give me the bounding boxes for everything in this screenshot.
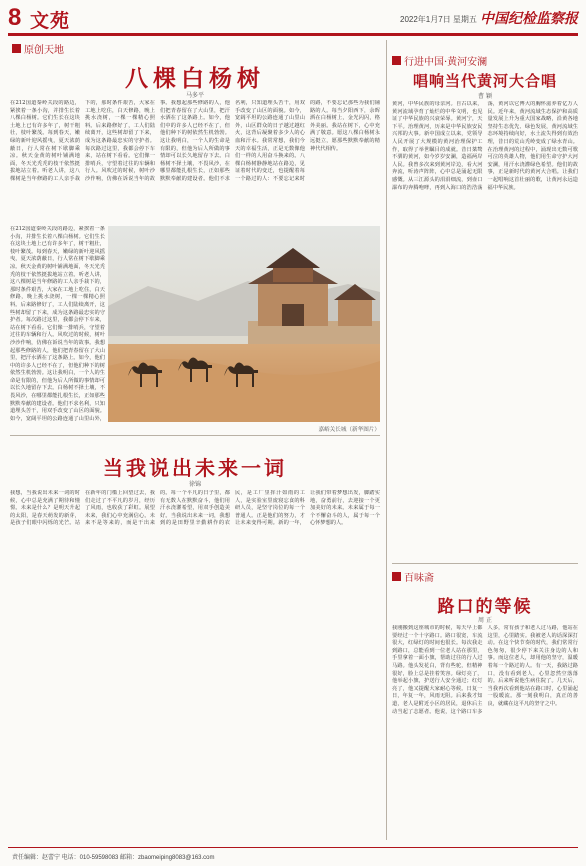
- column-tag: [12, 41, 64, 56]
- newspaper-logo: 中国纪检监察报: [480, 11, 578, 27]
- jiayuguan-illustration: [108, 226, 380, 422]
- footer-rule: [8, 847, 578, 848]
- photo-caption: 嘉峪关长城（新华图片）: [318, 427, 380, 433]
- column-divider: [386, 40, 387, 840]
- section-title: 文苑: [30, 10, 71, 32]
- article2-title: 当我说出未来一词: [103, 456, 287, 480]
- tag-square-icon: [392, 572, 401, 581]
- article3-title: 唱响当代黄河大合唱: [412, 72, 557, 90]
- tag-square-icon: [12, 44, 21, 53]
- footer-info: 责任编辑：赵蕾宁 电话：010-59598083 邮箱：zbaomeiping8083@163.com: [12, 855, 215, 861]
- article2-byline: 徐锦: [188, 481, 201, 488]
- article3-tag: [392, 53, 487, 68]
- masthead: [0, 0, 586, 40]
- page-number: 8: [8, 4, 22, 31]
- article4-title: 路口的等候: [437, 597, 533, 617]
- masthead-rule: [8, 33, 578, 36]
- article1-title: 八棵白杨树: [125, 65, 265, 92]
- column-tag-label: 原创天地: [24, 45, 64, 56]
- article3-byline: 曹 颖: [478, 93, 492, 100]
- article4-tag: [392, 569, 434, 584]
- article-divider: [10, 435, 380, 436]
- article3-tag-label: 行进中国·黄河安澜: [404, 57, 488, 68]
- article1-body-continued: 在212国道秦岭关段的路边，紧挨着一条小沟，并排生长着八棵白杨树。它们生长在这块土地上已有许多年了，树干粗壮，枝叶繁茂。每到春天，嫩绿的新叶迎风摇曳，夏天浓荫蔽日，行人常在树下歇脚乘凉。秋天金黄的树叶铺满地面，冬天光秃秃的枝干依然挺拔地站立着。听老人讲，这八棵树是当年修路的工人亲手栽下的，那时条件艰苦，大家在工地上吃住，白天修路，晚上挑水浇树，一棵一棵精心照料。后来路修好了，工人们陆续离开，这些树却留了下来，成为这条路最忠实的守护者。每次路过这里，我都会停下车来，站在树下看看。它们像一排哨兵，守望着过往的车辆和行人。风吹过的时候，树叶沙沙作响，仿佛在诉说当年的故事。我想起那些修路的人，他们把青春留在了大山里，把汗水洒在了这条路上。如今，他们中的许多人已经不在了，但他们种下的树依然生机勃勃。这让我明白，一个人的生命是有限的，但他为后人所做的事情却可以长久地留存下去。白杨树不择土壤，不畏风沙，在哪里都能扎根生长，正如那些默默奉献的建设者。他们不求名利，只知道埋头苦干，用双手改变了山区的面貌。如今，宽阔平坦的公路连通了山里山外，: [10, 226, 105, 422]
- article4-body: 我刚搬到这座城市的时候，每天早上都要经过一个十字路口。路口很宽，车流很大，红绿灯的时间也很长。每次我走到路口，总能看到一位老人站在那里，手里拿着一面小旗，帮助过往的行人过马路。他头发花白，背有些驼，但精神很好，脸上总是挂着笑容。绿灯亮了，他举起小旗，护送行人安全通过；红灯亮了，他又提醒大家耐心等候。日复一日，年复一年，风雨无阻。后来我才知道，老人是附近小区的居民，退休后主动当起了志愿者。他说，这个路口车多人多，常有孩子和老人过马路，他站在这里，心里踏实。我被老人的话深深打动。在这个快节奏的时代，我们常常行色匆匆，很少停下来关注身边的人和事。而这位老人，却用他的坚守，温暖着每一个路过的人。有一天，我路过路口，没有看到老人，心里忽然空落落的。后来听说他生病住院了。几天后，当我再次看到他站在路口时，心里涌起一股暖流。那一刻我明白，真正的善良，就藏在这平凡的坚守之中。: [392, 625, 578, 715]
- article2-body: 我想，当我说出未来一词的时候，心中总是充满了期待和憧憬。未来是什么？是明天升起的太阳，是春天萌发的新芽，是孩子们眼中闪烁的光芒。站在新年的门槛上回望过去，我们走过了不平凡的岁月，经历了风雨，也收获了彩虹。展望未来，我们心中充满信心。未来不是等来的，而是干出来的。每一个平凡的日子里，都有无数人在默默奋斗，他们用汗水浇灌希望，用双手创造美好。当我说出未来一词，我想到的是田野里辛勤耕作的农民，是工厂里挥汗如雨的工人，是实验室里废寝忘食的科研人员，是坚守岗位的每一个普通人。正是他们的努力，才让未来变得可期。新的一年，让我们带着梦想出发，脚踏实地，奋勇前行，去迎接一个更加美好的未来。未来属于每一个不懈奋斗的人，属于每一个心怀梦想的人。: [10, 490, 380, 527]
- article-divider: [392, 563, 578, 564]
- article4-tag-label: 百味斋: [404, 573, 434, 584]
- great-wall-photo: [108, 226, 380, 422]
- article3-body: 黄河，中华民族的母亲河。自古以来，黄河流域孕育了灿烂的中华文明，也见证了中华民族的兴衰荣辱。黄河宁，天下平。治理黄河，历来是中华民族安民兴邦的大事。新中国成立以来，党领导人民开展了大规模的黄河治理保护工作，取得了举世瞩目的成就。昔日桀骜不驯的黄河，如今岁岁安澜，造福两岸人民。我曾多次来到黄河岸边，看大河奔流，听涛声阵阵，心中总是涌起无限感慨。从三江源头的涓涓细流，到壶口瀑布的奔腾咆哮，再到入海口的浩浩荡荡，黄河以它博大的胸怀滋养着亿万人民。近年来，黄河流域生态保护和高质量发展上升为重大国家战略，沿黄各地坚持生态优先、绿色发展，黄河流域生态环境持续向好，水土流失得到有效治理，昔日的荒山秃岭变成了绿水青山。在治理黄河的过程中，涌现出无数可歌可泣的英雄人物，他们用生命守护大河安澜，用汗水浇灌绿色希望。他们的故事，正是新时代的黄河大合唱。让我们一起唱响这首壮丽的歌，让黄河永远造福中华民族。: [392, 101, 578, 191]
- article1-body: 在212国道秦岭关段的路边，紧挨着一条小沟，并排生长着八棵白杨树。它们生长在这块土地上已有许多年了，树干粗壮，枝叶繁茂。每到春天，嫩绿的新叶迎风摇曳，夏天浓荫蔽日，行人常在树下歇脚乘凉。秋天金黄的树叶铺满地面，冬天光秃秃的枝干依然挺拔地站立着。听老人讲，这八棵树是当年修路的工人亲手栽下的，那时条件艰苦，大家在工地上吃住，白天修路，晚上挑水浇树，一棵一棵精心照料。后来路修好了，工人们陆续离开，这些树却留了下来，成为这条路最忠实的守护者。每次路过这里，我都会停下车来，站在树下看看。它们像一排哨兵，守望着过往的车辆和行人。风吹过的时候，树叶沙沙作响，仿佛在诉说当年的故事。我想起那些修路的人，他们把青春留在了大山里，把汗水洒在了这条路上。如今，他们中的许多人已经不在了，但他们种下的树依然生机勃勃。这让我明白，一个人的生命是有限的，但他为后人所做的事情却可以长久地留存下去。白杨树不择土壤，不畏风沙，在哪里都能扎根生长，正如那些默默奉献的建设者。他们不求名利，只知道埋头苦干，用双手改变了山区的面貌。如今，宽阔平坦的公路连通了山里山外，山区群众的日子越过越红火，这背后凝聚着多少人的心血和汗水。我常常想，我们今天的幸福生活，正是无数像他们一样的人用奋斗换来的。八棵白杨树静静地站在路边，见证着时代的变迁，也提醒着每一个路过的人：不要忘记来时的路，不要忘记那些为我们铺路的人。每当夕阳西下，余晖洒在白杨树上，金光闪闪，格外美丽。我站在树下，心中充满了敬意。愿这八棵白杨树永远挺立，愿那些默默奉献的精神代代相传。: [10, 100, 380, 182]
- article4-byline: 周 正: [478, 617, 492, 624]
- article1-byline: 马多平: [185, 92, 204, 99]
- issue-date: 2022年1月7日 星期五: [400, 15, 477, 24]
- tag-square-icon: [392, 56, 401, 65]
